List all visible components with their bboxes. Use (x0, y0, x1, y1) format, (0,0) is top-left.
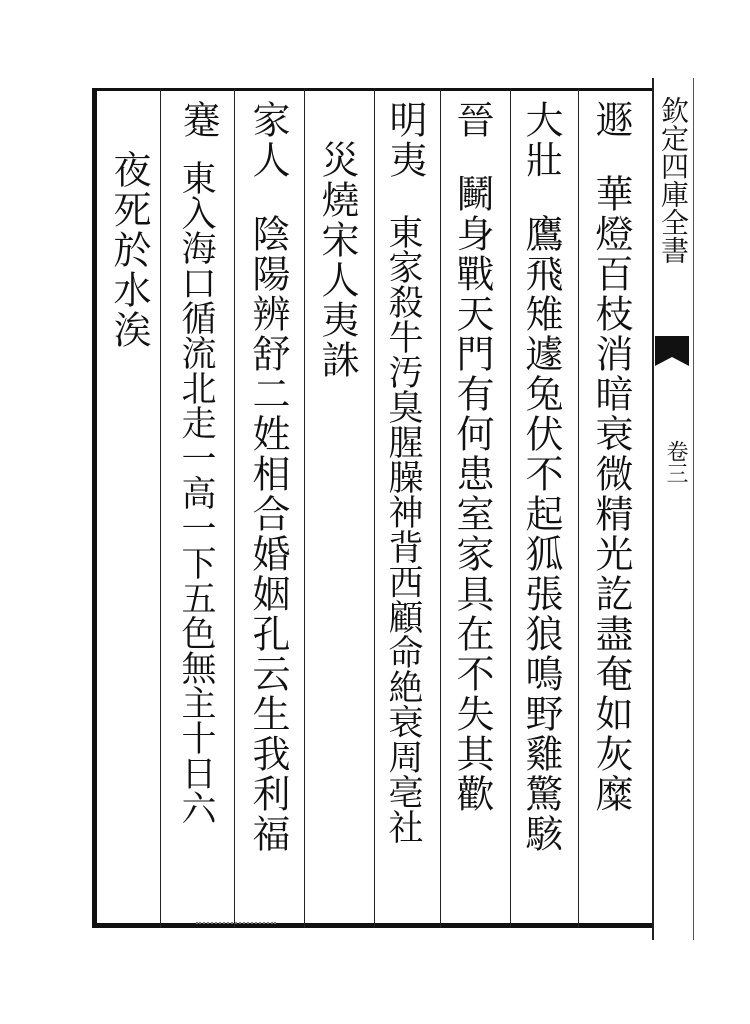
column-rule (578, 88, 579, 928)
verse-text: 東入海口循流北走一高一下五色無主十日六 (176, 160, 216, 825)
verse-text-continued: 災燒宋人夷誅 (315, 140, 359, 380)
text-column (312, 140, 370, 380)
text-column (586, 100, 644, 814)
column-rule (374, 88, 375, 928)
text-column (243, 100, 301, 854)
hexagram-name: 家人 (246, 100, 290, 180)
column-rule (510, 88, 511, 928)
hexagram-name: 蹇 (176, 100, 220, 140)
text-column (173, 100, 231, 825)
verse-text: 陰陽辨舒二姓相合婚姻孔云生我利福 (246, 214, 290, 854)
text-column (104, 150, 162, 350)
juan-number: 卷三 (663, 440, 688, 484)
verse-text: 鷹飛雉遽兔伏不起狐張狼鳴野雞驚駭 (519, 214, 563, 854)
verse-text: 華燈百枝消暗衰微精光訖盡奄如灰糜 (589, 174, 633, 814)
column-rule (234, 88, 235, 928)
verse-text: 東家殺牛汚臭腥臊神背西顧命絶衰周亳社 (383, 214, 423, 844)
verse-text: 鬭身戰天門有何患室家具在不失其歡 (450, 174, 494, 814)
printer-marks (196, 922, 276, 928)
column-rule (304, 88, 305, 928)
text-column (447, 100, 505, 814)
book-title: 欽定四庫全書 (657, 96, 690, 264)
hexagram-name: 明夷 (383, 100, 427, 180)
hexagram-name: 遯 (589, 100, 633, 140)
hexagram-name: 晉 (450, 100, 494, 140)
verse-text-continued: 夜死於水涘 (107, 150, 151, 350)
hexagram-name: 大壯 (519, 100, 563, 180)
column-rule (440, 88, 441, 928)
text-column (380, 100, 438, 844)
text-column (516, 100, 574, 854)
